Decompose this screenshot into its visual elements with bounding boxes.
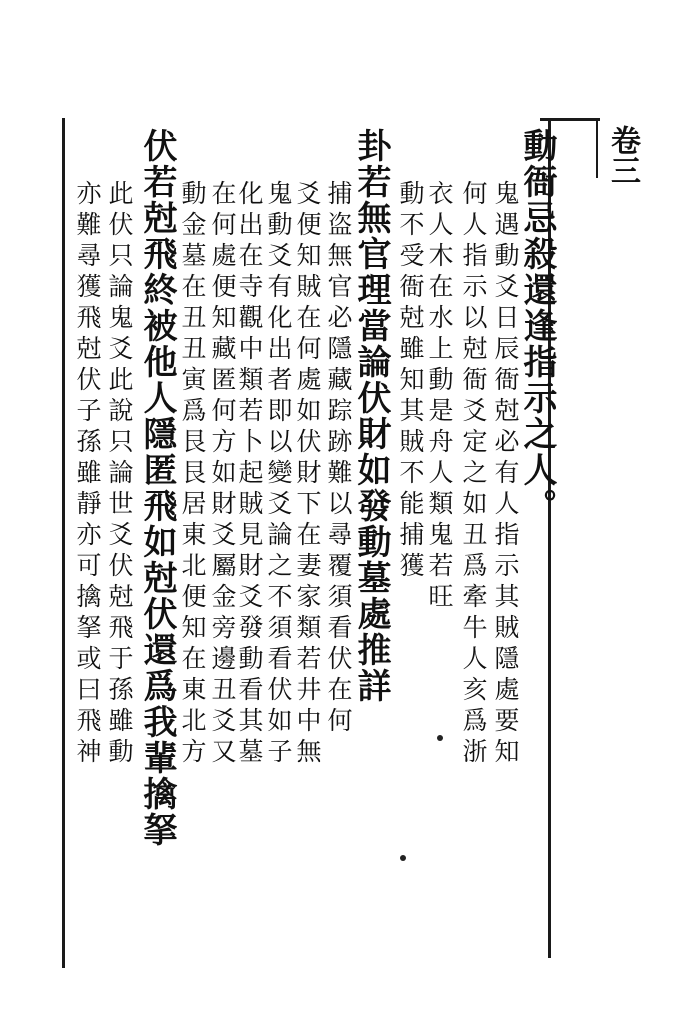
punctuation-dot <box>437 735 443 741</box>
text-column-12: 動金墓在丑丑寅爲艮艮居東北便知在東北方 <box>178 180 207 769</box>
text-column-3: 何人指示以尅衙爻定之如丑爲牽牛人亥爲浙 <box>459 180 488 769</box>
text-column-9: 鬼動爻有化出者即以變爻論之不須看伏如子 <box>264 180 293 769</box>
text-column-4: 衣人木在水上動是舟人類鬼若旺 <box>425 180 454 614</box>
header-border <box>596 118 598 178</box>
header-label: 卷三 <box>605 125 640 185</box>
text-column-5: 動不受衙尅雖知其賊不能捕獲 <box>396 180 425 583</box>
top-rule <box>540 118 600 121</box>
text-column-10: 化出在寺觀中類若卜起賊見財爻發動看其墓 <box>235 180 264 769</box>
text-column-1: 動衙忌殺還逢指示之人。 <box>517 128 557 524</box>
punctuation-dot <box>400 855 406 861</box>
text-column-2: 鬼遇動爻日辰衙尅必有人指示其賊隱處要知 <box>491 180 520 769</box>
text-column-14: 此伏只論鬼爻此說只論世爻伏尅飛于孫雖動 <box>105 180 134 769</box>
text-column-6: 卦若無官理當論伏財如發動墓處推詳 <box>351 128 391 704</box>
text-column-11: 在何處便知藏匿何方如財爻屬金旁邊丑爻又 <box>208 180 237 769</box>
text-column-13: 伏若尅飛終被他人隱匿飛如尅伏還爲我輩擒拏 <box>137 128 177 848</box>
text-column-7: 捕盗無官必隱藏踪跡難以尋覆須看伏在何 <box>324 180 353 738</box>
text-column-15: 亦難尋獲飛尅伏子孫雖靜亦可擒拏或曰飛神 <box>73 180 102 769</box>
text-column-8: 爻便知賊在何處如伏財下在妻家類若井中無 <box>293 180 322 769</box>
left-border <box>62 118 65 968</box>
